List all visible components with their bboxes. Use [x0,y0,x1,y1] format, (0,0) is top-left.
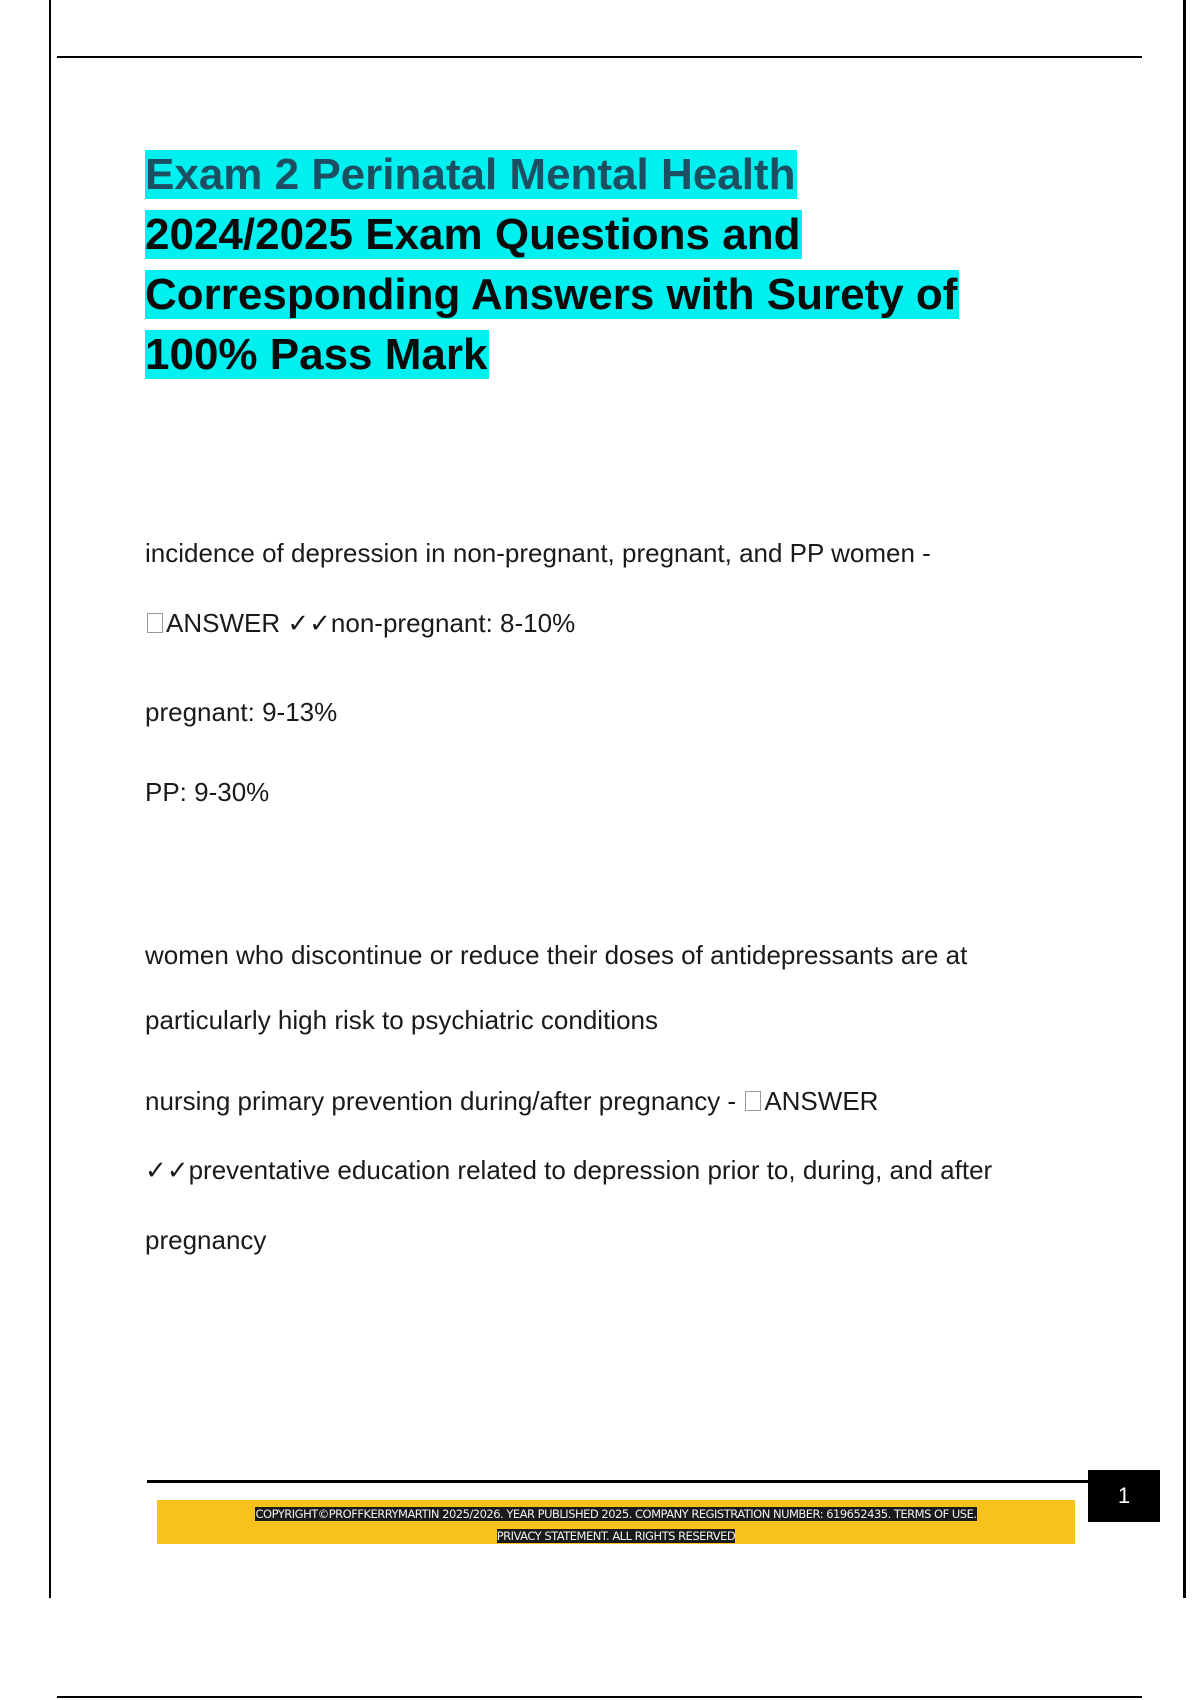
answer-text: PP: 9-30% [145,777,270,807]
question-text: nursing primary prevention during/after pregnancy - [145,1086,744,1116]
title-line: 2024/2025 Exam Questions and [145,210,801,259]
answer-text: pregnant: 9-13% [145,697,338,727]
document-title [145,145,1045,385]
title-line: Exam 2 Perinatal Mental Health [145,150,796,199]
copyright-line: PRIVACY STATEMENT. ALL RIGHTS RESERVED [496,1529,736,1543]
answer-line [145,608,575,639]
next-page-rule [57,1696,1142,1698]
copyright-notice [157,1503,1075,1547]
question-line [145,1086,878,1117]
answer-text: pregnancy [145,1225,267,1255]
page-border-left [49,0,51,1598]
statement-text: particularly high risk to psychiatric conditions [145,1005,658,1035]
missing-glyph-box-icon [745,1091,761,1111]
copyright-line: COPYRIGHT©PROFFKERRYMARTIN 2025/2026. YEAR PUBLISHED 2025. COMPANY REGISTRATION NUMBER: 619652435. TERMS OF USE. [255,1507,977,1521]
title-line: 100% Pass Mark [145,330,488,379]
missing-glyph-box-icon [147,613,163,633]
page-number: 1 [1088,1470,1160,1522]
footer-rule [147,1480,1089,1483]
answer-marker: ANSWER [764,1086,879,1116]
question-text: incidence of depression in non-pregnant, pregnant, and PP women - [145,538,931,568]
title-line: Corresponding Answers with Surety of [145,270,958,319]
answer-text: ANSWER ✓✓non-pregnant: 8-10% [166,608,576,638]
header-rule [57,56,1142,58]
statement-text: women who discontinue or reduce their doses of antidepressants are at [145,940,968,970]
page-border-right [1183,0,1186,1598]
answer-text: ✓✓preventative education related to depression prior to, during, and after [145,1155,993,1185]
